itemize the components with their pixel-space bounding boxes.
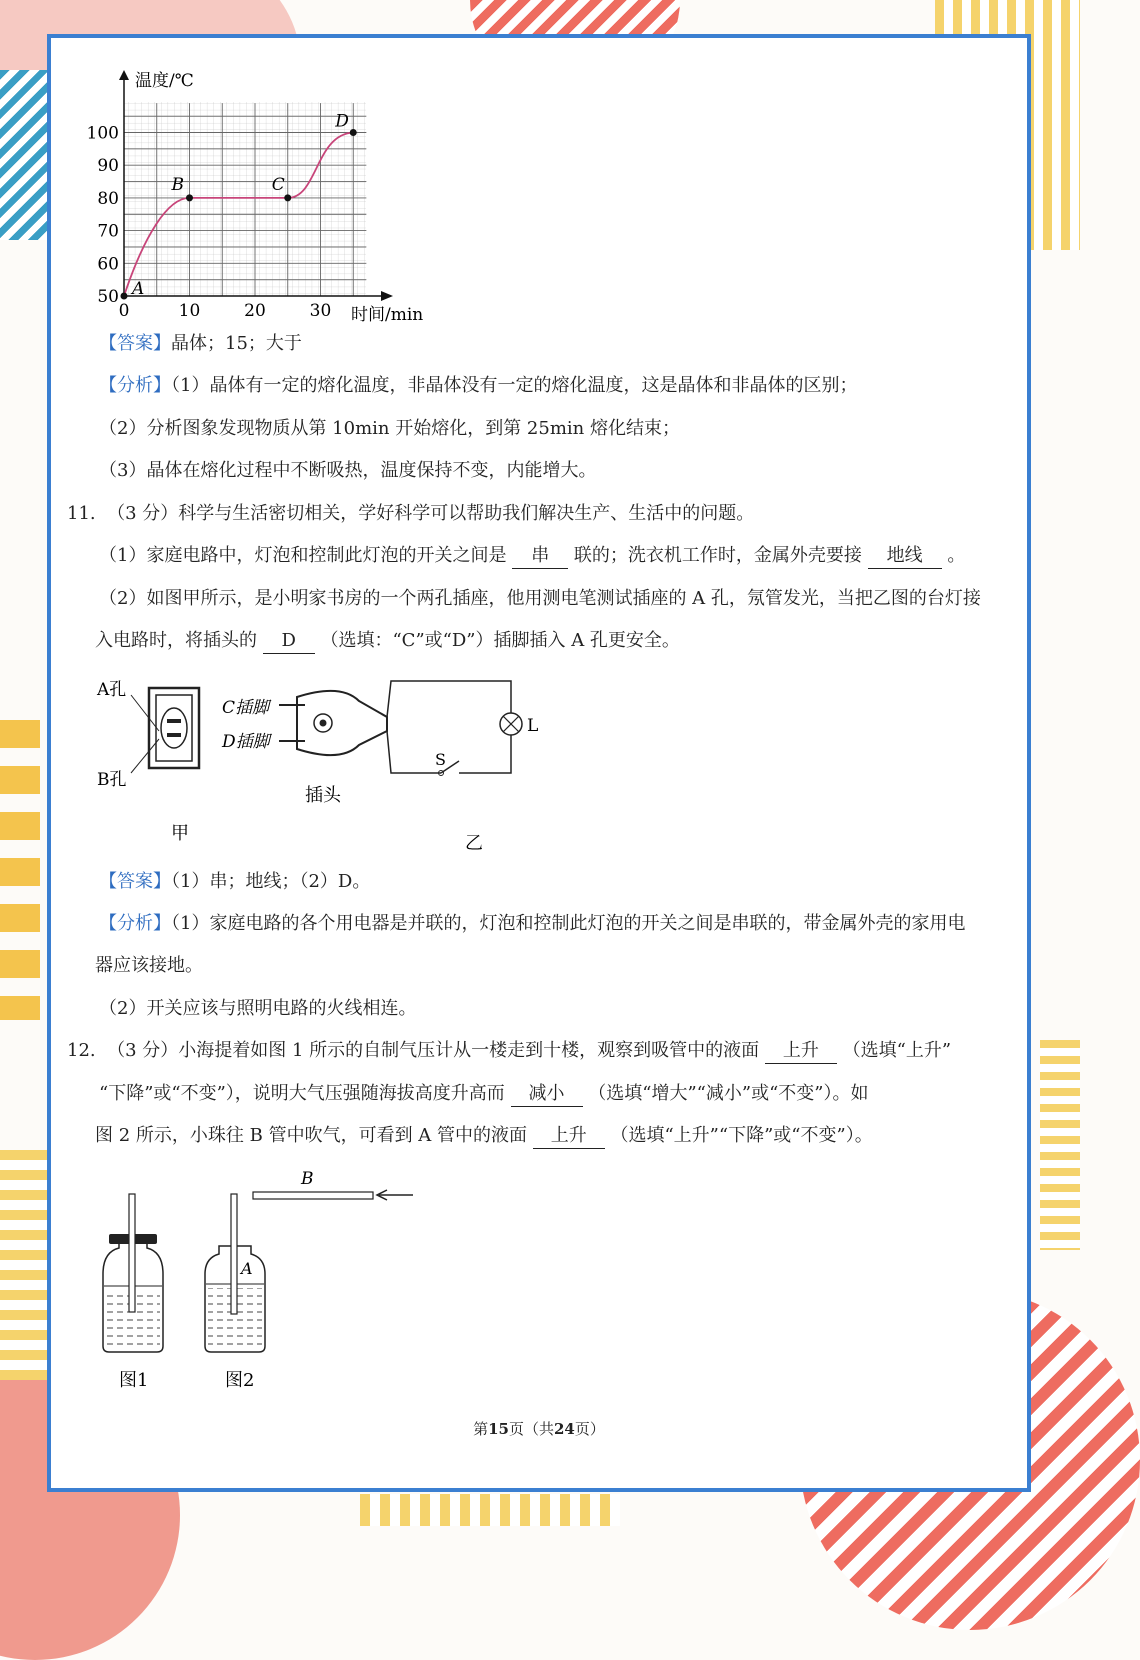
q10-analysis-3: （3）晶体在熔化过程中不断吸热，温度保持不变，内能增大。 xyxy=(99,460,597,481)
point-label-d: D xyxy=(335,111,349,132)
q11-stem-text: （3 分）科学与生活密切相关，学好科学可以帮助我们解决生产、生活中的问题。 xyxy=(107,503,755,524)
tube-a-label: A xyxy=(241,1259,253,1278)
lamp-label: L xyxy=(527,716,539,736)
q12-barometer-figure xyxy=(87,1164,427,1394)
y-tick-label: 80 xyxy=(97,188,119,209)
decor-left-stripes xyxy=(0,70,48,240)
q11-p2-text-c: （选填：“C”或“D”）插脚插入 A 孔更安全。 xyxy=(320,630,680,651)
decor-right-yellow-lower xyxy=(1040,1040,1080,1250)
q10-analysis-text: （1）晶体有一定的熔化温度，非晶体没有一定的熔化温度，这是晶体和非晶体的区别； xyxy=(171,375,858,396)
figure-caption-yi: 乙 xyxy=(465,833,483,854)
data-point-c xyxy=(284,194,291,201)
q12-line-1 xyxy=(67,1039,951,1064)
chart-grid xyxy=(124,102,366,296)
q11-blank-1: 串 xyxy=(512,544,568,569)
q11-analysis-1 xyxy=(99,912,965,936)
x-axis-arrow xyxy=(381,291,393,301)
plug-screw-center xyxy=(320,720,327,727)
decor-bottom-left-yellow xyxy=(0,1150,50,1380)
q11-part2-a: （2）如图甲所示，是小明家书房的一个两孔插座，他用测电笔测试插座的 A 孔，氖管发光，当把乙图的台灯接 xyxy=(99,588,981,609)
switch-label: S xyxy=(435,750,446,769)
figure-caption-1: 图1 xyxy=(119,1370,149,1391)
y-tick-label: 90 xyxy=(97,156,119,177)
q11-stem xyxy=(67,502,754,526)
bottle-1 xyxy=(103,1194,163,1391)
bottle-2 xyxy=(205,1169,413,1391)
q12-blank-1: 上升 xyxy=(765,1039,837,1064)
melting-curve-chart xyxy=(86,64,449,329)
page-footer xyxy=(51,1418,1027,1439)
footer-text-c: 页） xyxy=(574,1420,605,1438)
q10-analysis-2: （2）分析图象发现物质从第 10min 开始熔化，到第 25min 熔化结束； xyxy=(99,418,680,439)
x-tick-label: 20 xyxy=(244,301,266,321)
q10-answer xyxy=(99,332,302,356)
y-tick-label: 100 xyxy=(86,123,119,144)
tube-a xyxy=(231,1194,237,1314)
data-point-a xyxy=(121,293,128,300)
y-tick-label: 50 xyxy=(97,287,119,307)
y-tick-label: 60 xyxy=(97,254,119,275)
data-point-b xyxy=(186,194,193,201)
q11-p1-text-c: 。 xyxy=(947,545,966,566)
q11-answer-text: （1）串；地线；（2）D。 xyxy=(171,871,371,892)
q11-part2-b xyxy=(95,629,680,654)
wire-bottom-left xyxy=(387,731,441,773)
q12-line-3 xyxy=(95,1124,873,1149)
pin-d-label: D插脚 xyxy=(222,732,270,752)
q11-circuit-figure xyxy=(91,673,539,854)
total-pages: 24 xyxy=(554,1420,575,1438)
socket-hole-b xyxy=(167,733,181,737)
q11-analysis-1b: 器应该接地。 xyxy=(95,955,203,976)
figure-caption-2: 图2 xyxy=(225,1370,255,1391)
exam-page xyxy=(47,34,1031,1492)
point-label-c: C xyxy=(271,174,285,195)
tube-b xyxy=(253,1192,373,1199)
hole-a-label: A孔 xyxy=(97,680,127,700)
pin-c-label: C插脚 xyxy=(222,698,270,718)
analysis-tag: 【分析】 xyxy=(99,913,171,934)
q12-text-3: 图 2 所示，小珠往 B 管中吹气，可看到 A 管中的液面 xyxy=(95,1125,528,1146)
hole-a-pointer xyxy=(131,695,159,731)
x-tick-label: 0 xyxy=(118,301,130,321)
x-tick-label: 30 xyxy=(309,301,332,321)
wire-bottom-right xyxy=(459,735,511,773)
q11-p2-text: 入电路时，将插头的 xyxy=(95,630,257,651)
q11-p1-text-b: 联的；洗衣机工作时，金属外壳要接 xyxy=(573,545,862,566)
q12-text-2b: （选填“增大”“减小”或“不变”）。如 xyxy=(588,1083,869,1104)
q12-blank-2: 减小 xyxy=(511,1082,583,1107)
q11-answer xyxy=(99,870,370,894)
data-point-d xyxy=(350,129,357,136)
plug-body xyxy=(297,691,387,755)
current-page: 15 xyxy=(488,1420,509,1438)
q11-blank-2: 地线 xyxy=(868,544,942,569)
bottle-1-tube xyxy=(129,1194,135,1312)
x-tick-label: 10 xyxy=(178,301,201,321)
q10-answer-text: 晶体；15；大于 xyxy=(171,333,302,354)
q11-analysis-2: （2）开关应该与照明电路的火线相连。 xyxy=(99,998,417,1019)
decor-left-triangles xyxy=(0,720,40,1020)
figure-caption-jia: 甲 xyxy=(171,823,189,844)
socket-hole-a xyxy=(167,719,181,723)
y-tick-label: 70 xyxy=(97,221,119,242)
q12-text-1: （3 分）小海提着如图 1 所示的自制气压计从一楼走到十楼，观察到吸管中的液面 xyxy=(107,1040,760,1061)
q11-p1-text: （1）家庭电路中，灯泡和控制此灯泡的开关之间是 xyxy=(99,545,507,566)
footer-text-b: 页（共 xyxy=(508,1420,554,1438)
q11-analysis-text: （1）家庭电路的各个用电器是并联的，灯泡和控制此灯泡的开关之间是串联的，带金属外壳的家用电 xyxy=(171,913,966,934)
q11-blank-3: D xyxy=(263,629,315,654)
q12-text-1b: （选填“上升” xyxy=(842,1040,952,1061)
wire-top xyxy=(387,681,511,717)
plug-label: 插头 xyxy=(305,785,341,806)
question-number: 11. xyxy=(67,503,96,524)
hole-b-label: B孔 xyxy=(97,770,127,790)
decor-bottom-yellow xyxy=(360,1494,620,1526)
point-label-b: B xyxy=(171,174,184,195)
socket-face xyxy=(161,708,187,748)
q12-line-2 xyxy=(99,1082,869,1107)
q12-text-2: “下降”或“不变”），说明大气压强随海拔高度升高而 xyxy=(99,1083,505,1104)
tube-b-label: B xyxy=(301,1169,314,1189)
q11-part1 xyxy=(99,544,965,569)
point-label-a: A xyxy=(132,279,145,299)
x-axis-label: 时间/min xyxy=(351,305,424,325)
q12-text-3b: （选填“上升”“下降”或“不变”）。 xyxy=(610,1125,873,1146)
y-axis-label: 温度/℃ xyxy=(135,71,194,91)
question-number: 12. xyxy=(67,1040,96,1061)
q12-blank-3: 上升 xyxy=(533,1124,605,1149)
footer-text-a: 第 xyxy=(473,1420,489,1438)
q10-analysis-1 xyxy=(99,374,857,398)
analysis-tag: 【分析】 xyxy=(99,375,171,396)
y-axis-arrow xyxy=(119,70,129,80)
answer-tag: 【答案】 xyxy=(99,333,171,354)
answer-tag: 【答案】 xyxy=(99,871,171,892)
